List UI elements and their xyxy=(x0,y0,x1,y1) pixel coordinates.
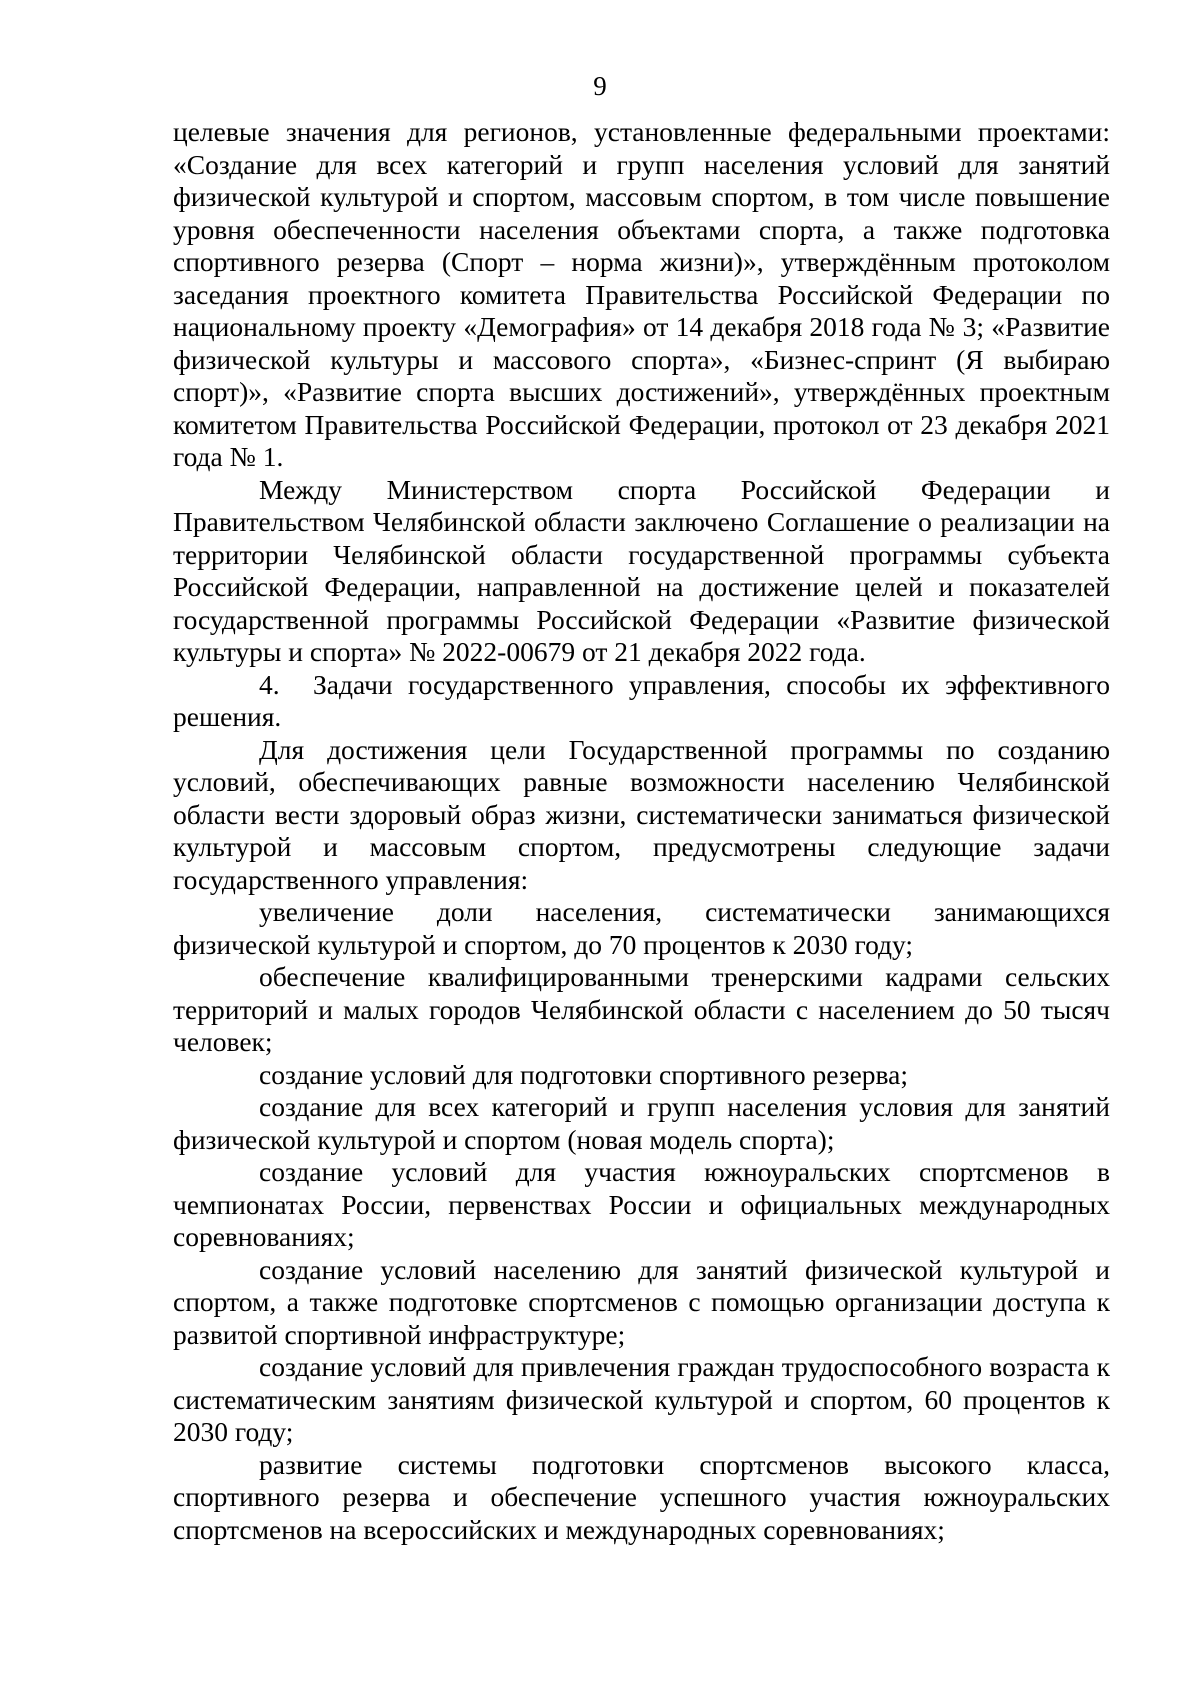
section-heading xyxy=(173,669,1110,734)
page-number: 9 xyxy=(593,71,607,101)
task-item: создание для всех категорий и групп населения условия для занятий физической культурой и спортом (новая модель спорта); xyxy=(173,1091,1110,1155)
document-body xyxy=(173,116,1110,1546)
paragraph-intro: Для достижения цели Государственной программы по созданию условий, обеспечивающих равные возможности населению Челябинской области вести здоровый образ жизни, систематически заниматься физической культурой и массовым спортом, предусмотрены следующие задачи государственного управления: xyxy=(173,733,1110,895)
paragraph-targets: целевые значения для регионов, установленные федеральными проектами: «Создание для всех категорий и групп населения условий для занятий физической культурой и спортом, массовым спортом, в том числе повышение уровня обеспеченности населения объектами спорта, а также подготовка спортивного резерва (Спорт – норма жизни)», утверждённым протоколом заседания проектного комитета Правительства Российской Федерации по национальному проекту «Демография» от 14 декабря 2018 года № 3; «Развитие физической культуры и массового спорта», «Бизнес-спринт (Я выбираю спорт)», «Развитие спорта высших достижений», утверждённых проектным комитетом Правительства Российской Федерации, протокол от 23 декабря 2021 года № 1. xyxy=(173,116,1110,472)
paragraph-agreement: Между Министерством спорта Российской Федерации и Правительством Челябинской области заключено Соглашение о реализации на территории Челябинской области государственной программы субъекта Российской Федерации, направленной на достижение целей и показателей государственной программы Российской Федерации «Развитие физической культуры и спорта» № 2022-00679 от 21 декабря 2022 года. xyxy=(173,473,1110,667)
section-title: Задачи государственного управления, способы их эффективного решения. xyxy=(173,668,1110,732)
task-item: создание условий населению для занятий физической культурой и спортом, а также подготовке спортсменов с помощью организации доступа к развитой спортивной инфраструктуре; xyxy=(173,1253,1110,1350)
task-item: создание условий для подготовки спортивного резерва; xyxy=(259,1058,909,1090)
task-item: увеличение доли населения, систематически занимающихся физической культурой и спортом, до 70 процентов к 2030 году; xyxy=(173,896,1110,960)
task-item: создание условий для участия южноуральских спортсменов в чемпионатах России, первенствах России и официальных международных соревнованиях; xyxy=(173,1156,1110,1252)
task-item: обеспечение квалифицированными тренерскими кадрами сельских территорий и малых городов Челябинской области с населением до 50 тысяч человек; xyxy=(173,961,1110,1057)
section-number: 4. xyxy=(259,668,280,700)
task-item: развитие системы подготовки спортсменов высокого класса, спортивного резерва и обеспечение успешного участия южноуральских спортсменов на всероссийских и международных соревнованиях; xyxy=(173,1448,1110,1545)
task-item: создание условий для привлечения граждан трудоспособного возраста к систематическим занятиям физической культурой и спортом, 60 процентов к 2030 году; xyxy=(173,1351,1110,1447)
